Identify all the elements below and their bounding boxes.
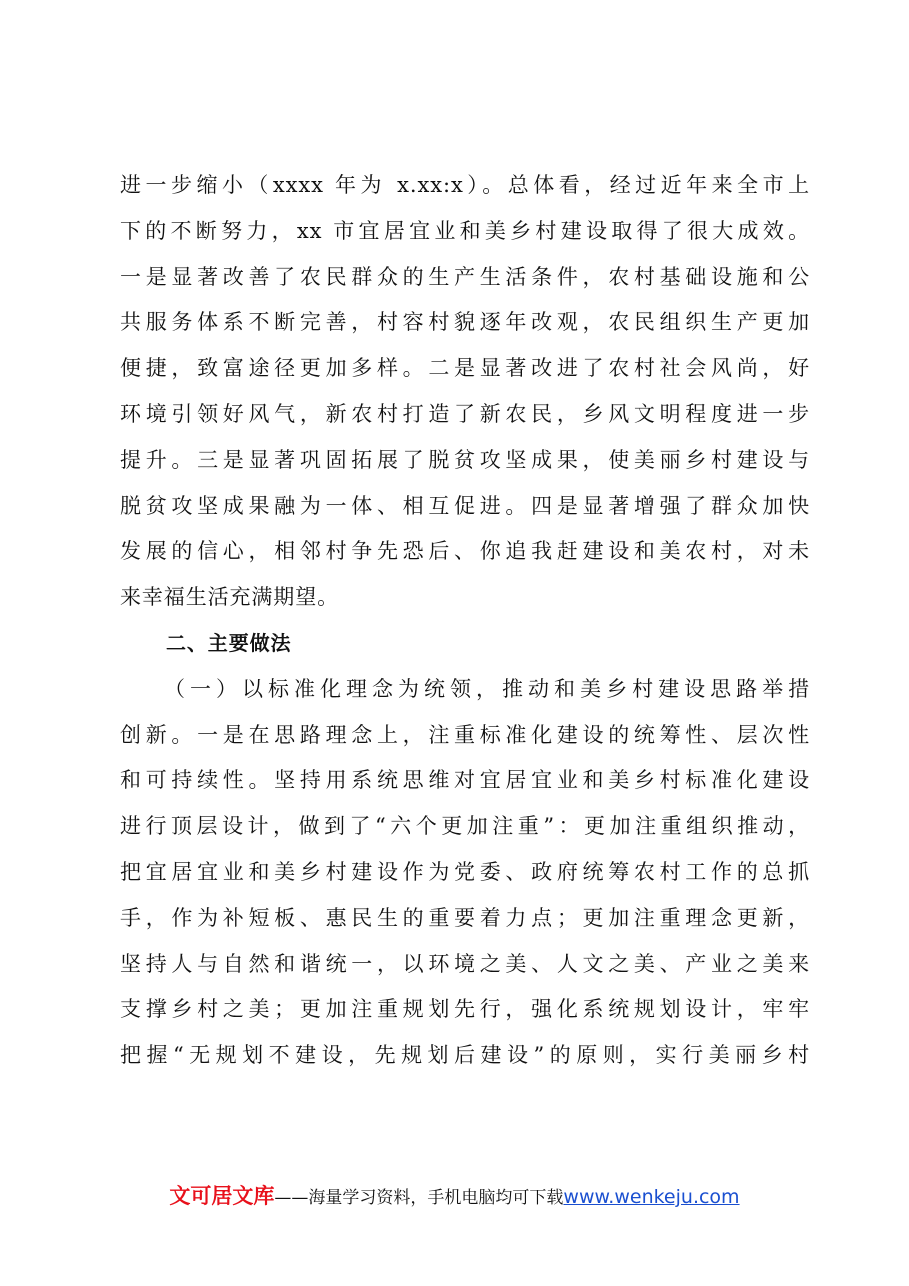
footer-brand: 文可居文库	[169, 1184, 275, 1208]
body-line-20: 把握“无规划不建设，先规划后建设”的原则，实行美丽乡村	[120, 1043, 810, 1068]
body-line-15: 进行顶层设计，做到了“六个更加注重”：更加注重组织推动，	[120, 814, 810, 839]
footer-site-link[interactable]: www.wenkeju.com	[563, 1186, 740, 1208]
body-line-5: 便捷，致富途径更加多样。二是显著改进了农村社会风尚，好	[120, 356, 810, 381]
document-body	[120, 163, 810, 1079]
body-line-3: 一是显著改善了农民群众的生产生活条件，农村基础设施和公	[120, 264, 810, 289]
body-line-10: 来幸福生活充满期望。	[120, 585, 339, 610]
body-line-8: 脱贫攻坚成果融为一体、相互促进。四是显著增强了群众加快	[120, 493, 810, 518]
body-line-16: 把宜居宜业和美乡村建设作为党委、政府统筹农村工作的总抓	[120, 859, 810, 884]
footer-slogan: ——海量学习资料，手机电脑均可下载	[274, 1188, 564, 1208]
body-line-7: 提升。三是显著巩固拓展了脱贫攻坚成果，使美丽乡村建设与	[120, 447, 810, 472]
body-line-17: 手，作为补短板、惠民生的重要着力点；更加注重理念更新，	[120, 905, 810, 930]
body-line-9: 发展的信心，相邻村争先恐后、你追我赶建设和美农村，对未	[120, 539, 810, 564]
section-heading: 二、主要做法	[166, 630, 292, 655]
body-line-14: 和可持续性。坚持用系统思维对宜居宜业和美乡村标准化建设	[120, 768, 810, 793]
footer-banner	[0, 1180, 909, 1210]
subsection-heading: （一）以标准化理念为统领，推动和美乡村建设思路举措	[164, 676, 810, 701]
body-line-13: 创新。一是在思路理念上，注重标准化建设的统筹性、层次性	[120, 722, 810, 747]
body-line-19: 支撑乡村之美；更加注重规划先行，强化系统规划设计，牢牢	[120, 997, 810, 1022]
body-line-18: 坚持人与自然和谐统一，以环境之美、人文之美、产业之美来	[120, 951, 810, 976]
body-line-4: 共服务体系不断完善，村容村貌逐年改观，农民组织生产更加	[120, 310, 810, 335]
body-line-1: 进一步缩小（xxxx 年为 x.xx:x）。总体看，经过近年来全市上	[120, 173, 810, 197]
body-line-6: 环境引领好风气，新农村打造了新农民，乡风文明程度进一步	[120, 401, 810, 426]
body-line-2: 下的不断努力，xx 市宜居宜业和美乡村建设取得了很大成效。	[120, 218, 810, 243]
